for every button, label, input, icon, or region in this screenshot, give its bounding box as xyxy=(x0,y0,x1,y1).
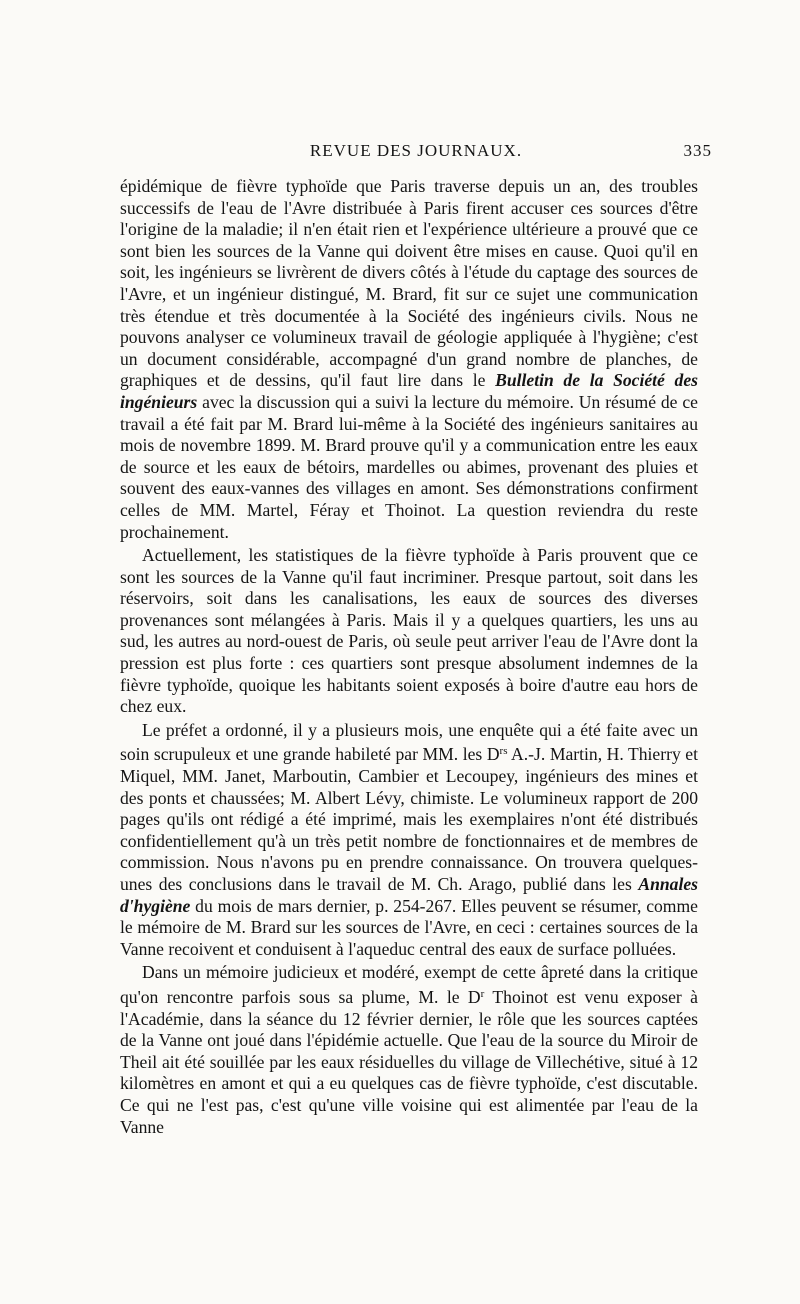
paragraph-4-text-b: Thoinot est venu exposer à l'Académie, dans la séance du 12 février dernier, le rôle que les sources captées de la Vanne ont joué dans l'épidémie actuelle. Que l'eau de la source du Miroir de Theil ait été souillée par les eaux résiduelles du village de Villechétive, situé à 12 kilomètres en amont et qui a eu quelques cas de fièvre typhoïde, c'est discutable. Ce qui ne l'est pas, c'est qu'une ville voisine qui est alimentée par l'eau de la Vanne xyxy=(120,986,698,1137)
paragraph-2: Actuellement, les statistiques de la fièvre typhoïde à Paris prouvent que ce sont les sources de la Vanne qu'il faut incriminer. Presque partout, soit dans les réservoirs, soit dans les canalisations, les eaux de sources des diverses provenances sont mélangées à Paris. Mais il y a quelques quartiers, les uns au sud, les autres au nord-ouest de Paris, où seule peut arriver l'eau de l'Avre dont la pression est plus forte : ces quartiers sont presque absolument indemnes de la fièvre typhoïde, quoique les habitants soient exposés à boire d'autre eau hors de chez eux. xyxy=(120,545,698,717)
page-header xyxy=(120,141,712,171)
paragraph-3-text-b: A.-J. Martin, H. Thierry et Miquel, MM. Janet, Marboutin, Cambier et Lecoupey, ingénieurs des mines et des ponts et chaussées; M. Albert Lévy, chimiste. Le volumineux rapport de 200 pages qu'ils ont rédigé a été imprimé, mais les exemplaires n'ont été distribués confidentiellement qu'à un très petit nombre de fonctionnaires et de membres de commission. Nous n'avons pu en prendre connaissance. On trouvera quelques-unes des conclusions dans le travail de M. Ch. Arago, publié dans les xyxy=(120,744,698,894)
page-number: 335 xyxy=(683,141,712,160)
paragraph-1-text-b: avec la discussion qui a suivi la lecture du mémoire. Un résumé de ce travail a été fait par M. Brard lui-même à la Société des ingénieurs sanitaires au mois de novembre 1899. M. Brard prouve qu'il y a communication entre les eaux de source et les eaux de bétoirs, mardelles ou abimes, provenant des pluies et souvent des eaux-vannes des villages en amont. Ses démonstrations confirment celles de MM. Martel, Féray et Thoinot. La question reviendra du reste prochainement. xyxy=(120,391,698,542)
paragraph-4 xyxy=(120,962,698,1138)
paragraph-4-text-a: Dans un mémoire judicieux et modéré, exempt de cette âpreté dans la critique qu'on rencontre parfois sous sa plume, M. le D xyxy=(120,962,698,1007)
bulletin-title: Bulletin de la Société des ingénieurs xyxy=(120,370,698,412)
paragraph-3-text-c: du mois de mars dernier, p. 254-267. Elles peuvent se résumer, comme le mémoire de M. Brard sur les sources de l'Avre, en ceci : certaines sources de la Vanne recoivent et conduisent à l'aqueduc central des eaux de surface polluées. xyxy=(120,895,698,959)
body-text xyxy=(120,176,698,1138)
paragraph-3-text-a: Le préfet a ordonné, il y a plusieurs mois, une enquête qui a été faite avec un soin scrupuleux et une grande habileté par MM. les D xyxy=(120,719,698,765)
annales-title: Annales d'hygiène xyxy=(120,874,698,916)
superscript-drs: rs xyxy=(499,745,508,758)
running-title: REVUE DES JOURNAUX. xyxy=(309,141,523,160)
superscript-dr: r xyxy=(480,987,485,1000)
paragraph-3 xyxy=(120,720,698,961)
paragraph-1 xyxy=(120,176,698,543)
paragraph-1-text-a: épidémique de fièvre typhoïde que Paris traverse depuis un an, des troubles successifs de l'eau de l'Avre distribuée à Paris firent accuser ces sources d'être l'origine de la maladie; il n'en était rien et l'expérience ultérieure a prouvé que ce sont bien les sources de la Vanne qui doivent être mises en cause. Quoi qu'il en soit, les ingénieurs se livrèrent de divers côtés à l'étude du captage des sources de l'Avre, et un ingénieur distingué, M. Brard, fit sur ce sujet une communication très étendue et très documentée à la Société des ingénieurs civils. Nous ne pouvons analyser ce volumineux travail de géologie appliquée à l'hygiène; c'est un document considérable, accompagné d'un grand nombre de planches, de graphiques et de dessins, qu'il faut lire dans le xyxy=(120,176,698,391)
